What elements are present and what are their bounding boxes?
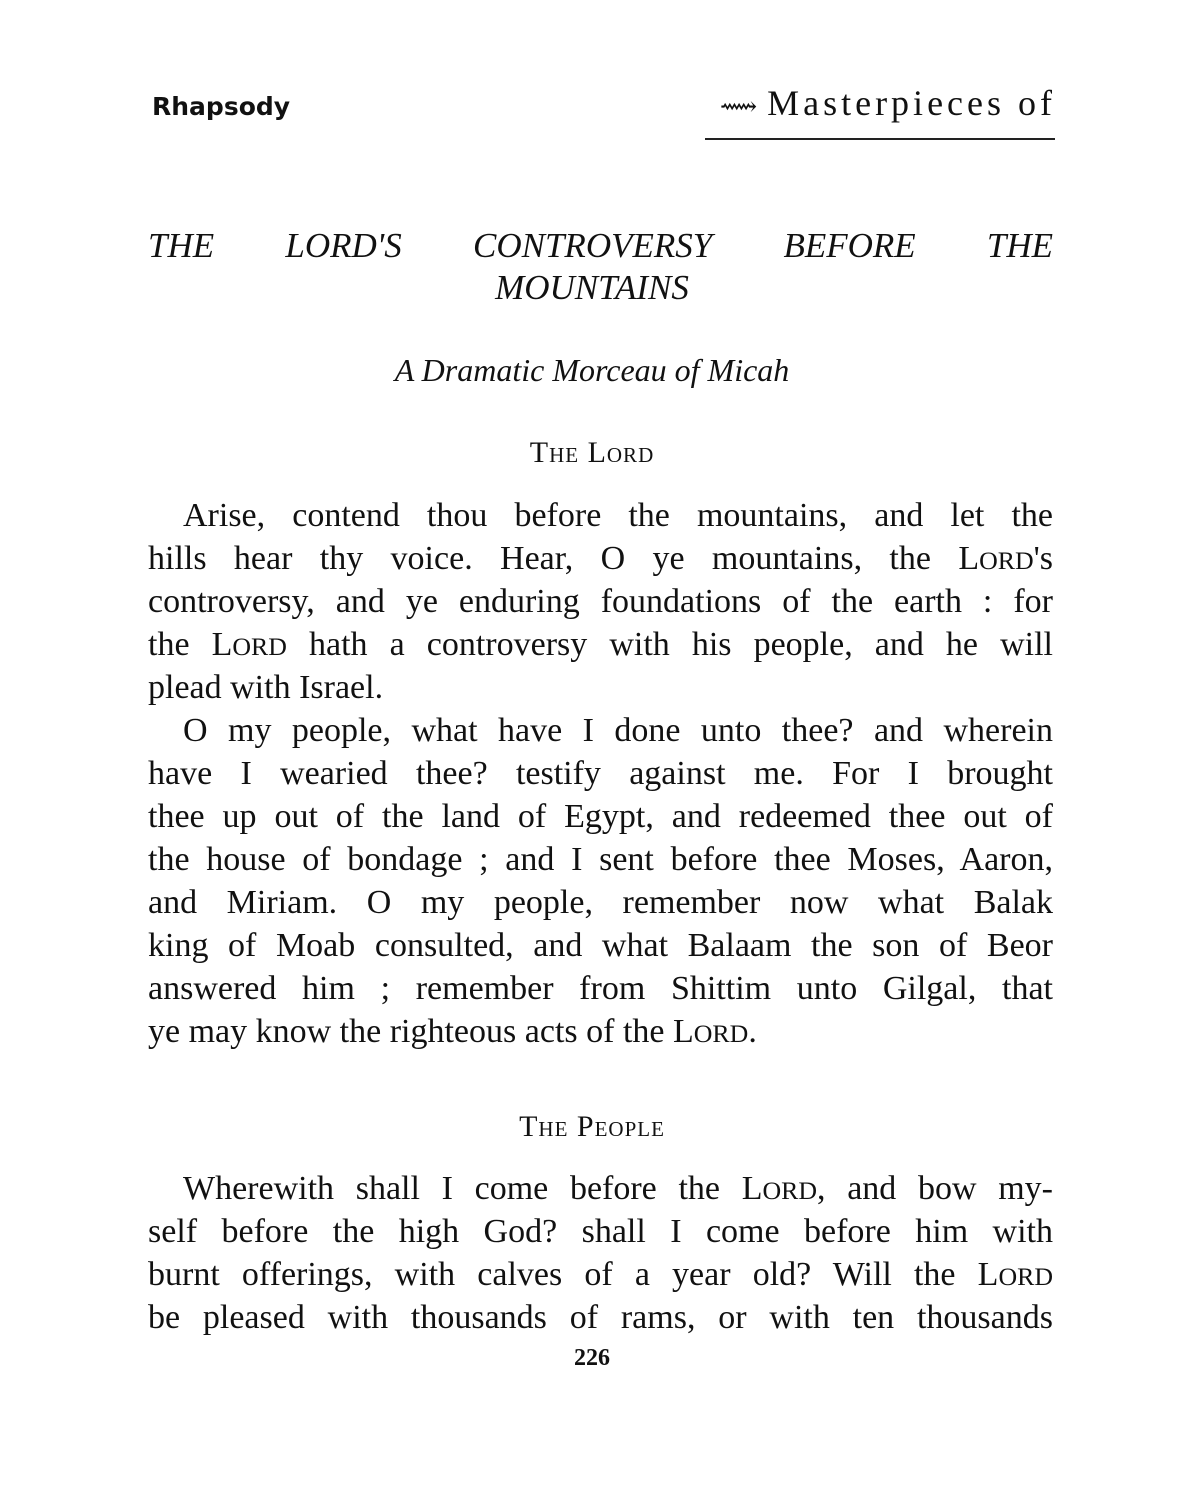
title-line-2: MOUNTAINS xyxy=(495,268,689,307)
running-head-title: Masterpieces of xyxy=(767,83,1056,123)
speaker-heading-lord: The Lord xyxy=(529,436,655,469)
text-line: hills hear thy voice. Hear, O ye mountains, the LORD's xyxy=(148,540,1053,577)
running-head-left: Rhapsody xyxy=(152,92,291,121)
page-number: 226 xyxy=(574,1345,610,1371)
subtitle: A Dramatic Morceau of Micah xyxy=(394,352,790,388)
text-line: have I wearied thee? testify against me. For I brought xyxy=(148,755,1053,792)
text-line: the LORD hath a controversy with his people, and he will xyxy=(148,626,1053,663)
text-line: Wherewith shall I come before the LORD, and bow my- xyxy=(183,1170,1053,1207)
text-line: controversy, and ye enduring foundations of the earth : for xyxy=(148,583,1053,620)
text-line: and Miriam. O my people, remember now what Balak xyxy=(148,884,1053,921)
text-line: burnt offerings, with calves of a year old? Will the LORD xyxy=(148,1256,1053,1293)
title-line-1: THE LORD'S CONTROVERSY BEFORE THE xyxy=(148,226,1053,265)
text-line: plead with Israel. xyxy=(148,669,384,706)
ornament-icon: ⟿ xyxy=(719,92,758,121)
text-line: the house of bondage ; and I sent before thee Moses, Aaron, xyxy=(148,841,1053,878)
speaker-heading-people: The People xyxy=(519,1110,665,1143)
header-rule xyxy=(705,138,1055,140)
text-line: thee up out of the land of Egypt, and redeemed thee out of xyxy=(148,798,1053,835)
text-line: self before the high God? shall I come before him with xyxy=(148,1213,1053,1250)
text-line: Arise, contend thou before the mountains, and let the xyxy=(183,497,1053,534)
text-line: be pleased with thousands of rams, or with ten thousands xyxy=(148,1299,1053,1336)
text-line: king of Moab consulted, and what Balaam the son of Beor xyxy=(148,927,1053,964)
text-line: ye may know the righteous acts of the LORD. xyxy=(148,1013,757,1050)
text-line: O my people, what have I done unto thee? and wherein xyxy=(183,712,1053,749)
text-line: answered him ; remember from Shittim unto Gilgal, that xyxy=(148,970,1053,1007)
running-head-right xyxy=(720,82,1056,124)
